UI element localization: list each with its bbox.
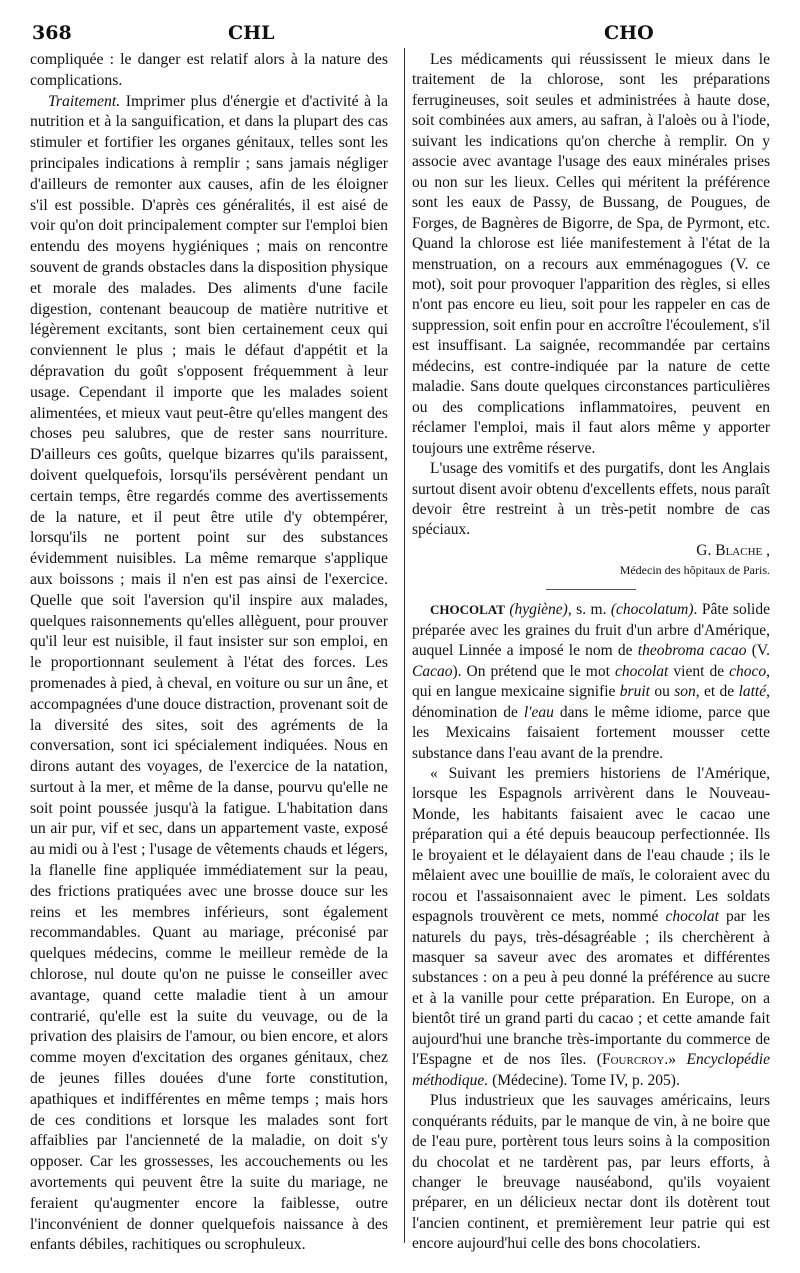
- entry-text: . Pâte solide préparée avec les graines du fruit d'un arbre d'Amérique, auquel Linnée a imposé le nom de: [412, 601, 770, 660]
- entry-text: vient de: [673, 662, 725, 680]
- right-column: [412, 50, 770, 1255]
- quote-author: Fourcroy.: [601, 1051, 669, 1069]
- quote-paragraph: [412, 764, 770, 1091]
- entry-category: (hygiène): [509, 601, 568, 619]
- entry-italic: chocolat: [614, 662, 669, 680]
- entry-latin: (chocolatum): [610, 601, 694, 619]
- entry-italic: latté: [738, 683, 767, 701]
- right-running-head: CHO: [604, 22, 654, 44]
- quote-source: Encyclopédie méthodique.: [412, 1051, 770, 1089]
- entry-italic: Cacao: [412, 662, 453, 680]
- continuation-paragraph: compliquée : le danger est relatif alors à la nature des complications.: [30, 51, 388, 89]
- chocolat-entry: [412, 600, 770, 764]
- page-number: 368: [32, 22, 72, 44]
- treatment-paragraph: [30, 92, 388, 1257]
- treatment-text: Imprimer plus d'énergie et d'activité à la nutrition et à la sanguification, et dans la plupart des cas stimuler et fortifier les organes génitaux, telles sont les principales indications à remplir ; sans jamais négliger d'ailleurs de remonter aux causes, afin de les éloigner s'il est possible. D'après ces généralités, il est aisé de voir qu'on doit principalement compter sur l'emploi bien entendu des moyens hygiéniques ; mais on rencontre souvent de grands obstacles dans la disposition physique et morale des malades. Des aliments d'une facile digestion, contenant beaucoup de matière nutritive et légèrement excitants, sont bien certainement ceux qui conviennent le plus ; mais le défaut d'appétit et la dépravation du goût s'opposent fréquemment à leur usage. Cependant il importe que les malades soient alimentées, et mieux vaut peut-être qu'elles mangent des choses peu salubres, que de rester sans nourriture. D'ailleurs ces goûts, quelque bizarres qu'ils paraissent, doivent quelquefois, lorsqu'ils persévèrent pendant un certain temps, être regardés comme des avertissements de la nature, et il peut être utile d'y obtempérer, lorsqu'ils ne portent point sur des substances évidemment nuisibles. La même remarque s'applique aux boissons ; mais il n'en est pas ainsi de l'exercice. Quelle que soit l'aversion qu'il inspire aux malades, quelques raisonnements qu'elles allèguent, pour prouver qu'il leur est nuisible, il faut insister sur son emploi, en le proportionnant seulement à l'état des forces. Les promenades à pied, à cheval, en voiture ou sur un âne, et accompagnées d'une douce distraction, provenant soit de la diversité des sites, soit des agréments de la conversation, sont ici spécialement indiquées. Nous en dirons autant des voyages, de l'exercice de la natation, surtout à la mer, et même de la danse, pourvu qu'elle ne soit point poussée jusqu'à la fatigue. L'habitation dans un air pur, vif et sec, dans un appartement vaste, exposé au midi ou à l'est ; l'usage de vêtements chauds et légers, la flanelle fine appliquée immédiatement sur la peau, des frictions pratiquées avec une brosse douce sur les reins et les membres inférieurs, sont également recommandables. Quant au mariage, préconisé par quelques médecins, comme le meilleur remède de la chlorose, nul doute qu'on ne puisse le conseiller avec avantage, quand cette maladie tient à un amour contrarié, qu'elle est la suite du veuvage, ou de la privation des plaisirs de l'amour, ou bien encore, et alors comme moyen d'excitation des organes génitaux, chez de jeunes filles douées d'une forte constitution, apathiques et indifférentes en même temps ; mais hors de ces conditions et lorsque les malades sont fort affaiblies par l'ancienneté de la maladie, on doit s'y opposer. Car les grossesses, les accouchements ou les avortements qui peuvent être la suite du mariage, ne feraient qu'augmenter encore la faiblesse, outre l'inconvénient de donner quelquefois naissance à des enfants débiles, rachitiques ou scrophuleux.: [30, 92, 388, 1254]
- entry-italic: son: [674, 683, 696, 701]
- quote-italic: chocolat: [665, 908, 719, 926]
- entry-text: , qui en langue mexicaine signifie: [412, 662, 771, 701]
- column-divider: [404, 48, 405, 1243]
- entry-text: ). On prétend que le mot: [452, 662, 610, 680]
- entry-italic: l'eau: [523, 703, 554, 721]
- entry-text: ou: [654, 683, 670, 701]
- author-signature: G. Blache ,: [696, 541, 770, 559]
- entry-text: , dénomination de: [412, 683, 770, 721]
- quote-text: (Médecine). Tome IV, p. 205).: [492, 1071, 680, 1089]
- entry-text: , et de: [695, 683, 735, 701]
- entry-italic: choco: [729, 662, 767, 680]
- entry-italic: theobroma cacao: [637, 642, 747, 660]
- conquerors-paragraph: Plus industrieux que les sauvages américains, leurs conquérants réduits, par le manque de vin, à ne boire que de l'eau pure, portèrent tous leurs soins à la composition du chocolat et ne tardèrent pas, par leurs efforts, à changer le breuvage nauséabond, qu'ils voyaient préparer, en un délicieux nectar dont ils dotèrent tout l'ancien continent, et premièrement leur patrie qui est encore aujourd'hui celle des bons chocolatiers.: [412, 1092, 770, 1253]
- entry-gender: , s. m.: [567, 601, 607, 619]
- treatment-label: Traitement.: [48, 92, 121, 110]
- left-running-head: CHL: [228, 22, 275, 44]
- author-affiliation: Médecin des hôpitaux de Paris.: [619, 563, 770, 578]
- entry-text: (V.: [751, 642, 770, 660]
- entry-separator: [546, 589, 636, 590]
- quote-close: »: [668, 1051, 677, 1069]
- medication-paragraph: Les médicaments qui réussissent le mieux dans le traitement de la chlorose, sont les préparations ferrugineuses, soit seules et administrées à haute dose, soit combinées aux amers, au safran, à l'aloès ou à l'iode, suivant les indications qu'on cherche à remplir. On y associe avec avantage l'usage des eaux minérales prises ou non sur les lieux. Celles qui méritent la préférence sont les eaux de Passy, de Bussang, de Pougues, de Forges, de Bagnères de Bigorre, de Spa, de Pyrmont, etc. Quand la chlorose est liée manifestement à l'état de la menstruation, on a recours aux emménagogues (V. ce mot), soit pour provoquer l'apparition des règles, si elles n'ont pas encore eu lieu, soit pour les rappeler en cas de suppression, soit enfin pour en accroître l'écoulement, s'il est insuffisant. La saignée, recommandée par certains médecins, est contre-indiquée par la nature de cette maladie. Sans doute quelques circonstances particulières ou des complications inflammatoires, peuvent en réclamer l'emploi, mais il faut alors même y apporter toujours une extrême réserve.: [412, 51, 770, 457]
- entry-italic: bruit: [619, 683, 650, 701]
- quote-text: « Suivant les premiers historiens de l'Amérique, lorsque les Espagnols arrivèrent dans le Nouveau-Monde, les habitants faisaient avec le cacao une préparation qui a été depuis beaucoup perfectionnée. Ils le broyaient et le délayaient dans de l'eau chaude ; ils le mêlaient avec une bouillie de maïs, le coloraient avec du rocou et l'assaisonnaient avec le piment. Les soldats espagnols trouvèrent ce mets, nommé: [412, 764, 770, 926]
- entry-text: dans le même idiome, parce que les Mexicains faisaient fortement mousser cette substance dans l'eau avant de la prendre.: [412, 703, 771, 762]
- running-header: [28, 22, 772, 48]
- emetics-paragraph: L'usage des vomitifs et des purgatifs, dont les Anglais surtout disent avoir obtenu d'excellents effets, nous paraît devoir être restreint à un très-petit nombre de cas spéciaux.: [412, 460, 770, 539]
- entry-headword: CHOCOLAT: [430, 602, 505, 618]
- left-column: [30, 50, 388, 1256]
- quote-text: par les naturels du pays, très-désagréable ; ils cherchèrent à masquer sa saveur avec des aromates et différentes substances : on a peu à peu donné la préférence au sucre et à la vanille pour cette préparation. En Europe, on a bientôt tiré un grand parti du cacao ; et cette amande fait aujourd'hui une branche très-importante du commerce de l'Espagne et de nos îles. (: [412, 908, 771, 1069]
